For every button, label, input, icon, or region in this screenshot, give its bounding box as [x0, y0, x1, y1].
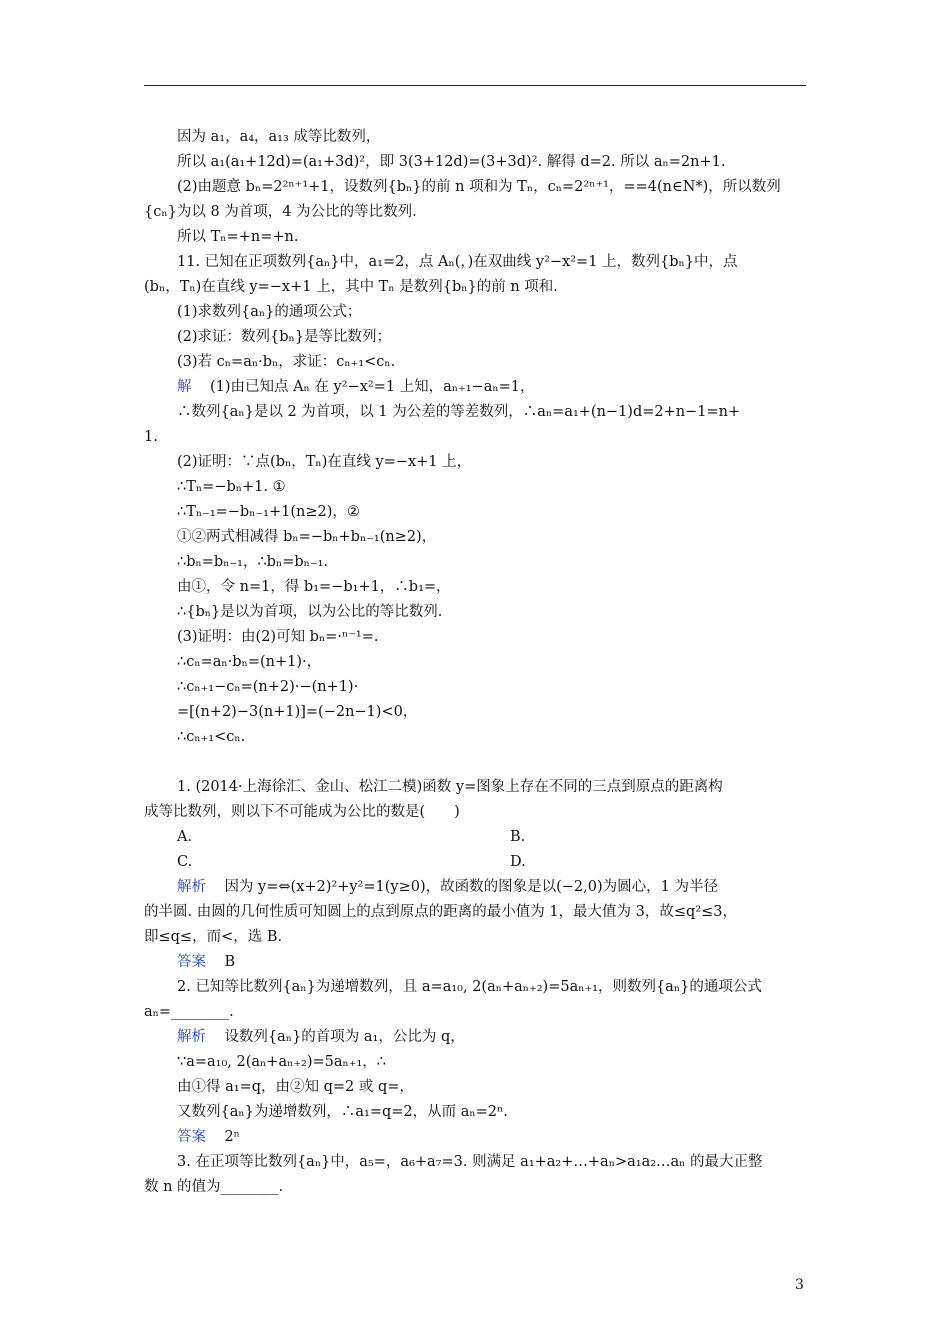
analysis-text: 设数列{aₙ}的首项为 a₁，公比为 q， [224, 1029, 465, 1045]
analysis-line [177, 878, 718, 896]
analysis-label: 解析 [177, 1029, 206, 1045]
page-number: 3 [795, 1277, 804, 1293]
text-line: (2)证明：∵点(bₙ，Tₙ)在直线 y=−x+1 上， [177, 454, 472, 470]
answer-line [177, 953, 235, 971]
text-line: (3)若 cₙ=aₙ·bₙ，求证：cₙ₊₁<cₙ. [177, 354, 396, 370]
text-line: (1)求数列{aₙ}的通项公式； [177, 304, 362, 320]
text-line: aₙ=________. [144, 1004, 234, 1020]
option-c: C. [177, 854, 193, 870]
answer-text: B [224, 954, 236, 970]
text-line: ∴cₙ₊₁−cₙ=(n+2)·−(n+1)· [177, 679, 359, 695]
solution-label: 解 [177, 379, 192, 395]
text-line: 所以 Tₙ=+n=+n. [177, 229, 299, 245]
question-3: 3. 在正项等比数列{aₙ}中，a₅=，a₆+a₇=3. 则满足 a₁+a₂+…+aₙ>a₁a₂…aₙ 的最大正整 [177, 1154, 763, 1170]
text-line: 数 n 的值为________. [144, 1179, 284, 1195]
option-a: A. [177, 829, 193, 845]
solution-line [177, 378, 535, 396]
text-line: ∴cₙ₊₁<cₙ. [177, 729, 246, 745]
analysis-text: 因为 y=⇔(x+2)²+y²=1(y≥0)，故函数的图象是以(−2,0)为圆心，1 为半径 [224, 879, 718, 895]
text-line: (2)求证：数列{bₙ}是等比数列； [177, 329, 392, 345]
text-line: ∴cₙ=aₙ·bₙ=(n+1)·， [177, 654, 322, 670]
text-line: 所以 a₁(a₁+12d)=(a₁+3d)²，即 3(3+12d)=(3+3d)². 解得 d=2. 所以 aₙ=2n+1. [177, 154, 726, 170]
text-line: (2)由题意 bₙ=2²ⁿ⁺¹+1，设数列{bₙ}的前 n 项和为 Tₙ，cₙ=2²ⁿ⁺¹，==4(n∈N*)，所以数列 [177, 179, 781, 195]
answer-line [177, 1128, 240, 1146]
solution-text: (1)由已知点 Aₙ 在 y²−x²=1 上知，aₙ₊₁−aₙ=1， [209, 379, 535, 395]
text-line: (bₙ，Tₙ)在直线 y=−x+1 上，其中 Tₙ 是数列{bₙ}的前 n 项和. [144, 279, 558, 295]
text-line: 因为 a₁，a₄，a₁₃ 成等比数列， [177, 129, 381, 145]
analysis-line [177, 1028, 465, 1046]
answer-label: 答案 [177, 1129, 206, 1145]
text-line: 即≤q≤，而<，选 B. [144, 929, 283, 945]
text-line: ∴Tₙ₋₁=−bₙ₋₁+1(n≥2)，② [177, 504, 360, 520]
question-1: 1. (2014·上海徐汇、金山、松江二模)函数 y=图象上存在不同的三点到原点的距离构 [177, 779, 723, 795]
option-b: B. [510, 829, 526, 845]
header-rule [144, 85, 806, 86]
text-line: ∴bₙ=bₙ₋₁，∴bₙ=bₙ₋₁. [177, 554, 329, 570]
answer-text: 2ⁿ [224, 1129, 240, 1145]
text-line: ①②两式相减得 bₙ=−bₙ+bₙ₋₁(n≥2)， [177, 529, 437, 545]
question-2: 2. 已知等比数列{aₙ}为递增数列，且 a=a₁₀, 2(aₙ+aₙ₊₂)=5aₙ₊₁，则数列{aₙ}的通项公式 [177, 979, 762, 995]
text-line: 的半圆. 由圆的几何性质可知圆上的点到原点的距离的最小值为 1，最大值为 3，故≤q²≤3， [144, 904, 738, 920]
text-line: ∴{bₙ}是以为首项，以为公比的等比数列. [177, 604, 443, 620]
text-line: ∵a=a₁₀, 2(aₙ+aₙ₊₂)=5aₙ₊₁，∴ [177, 1054, 386, 1070]
text-line: 由①得 a₁=q，由②知 q=2 或 q=， [177, 1079, 414, 1095]
option-d: D. [510, 854, 526, 870]
text-line: 成等比数列，则以下不可能成为公比的数是( ) [144, 804, 460, 820]
text-line: (3)证明：由(2)可知 bₙ=·ⁿ⁻¹=. [177, 629, 379, 645]
text-line: 由①，令 n=1，得 b₁=−b₁+1，∴b₁=， [177, 579, 451, 595]
text-line: ∴数列{aₙ}是以 2 为首项，以 1 为公差的等差数列，∴aₙ=a₁+(n−1)d=2+n−1=n+ [177, 404, 741, 420]
analysis-label: 解析 [177, 879, 206, 895]
text-line: =[(n+2)−3(n+1)]=(−2n−1)<0， [177, 704, 418, 720]
text-line: 又数列{aₙ}为递增数列，∴a₁=q=2，从而 aₙ=2ⁿ. [177, 1104, 508, 1120]
text-line: 1. [144, 429, 158, 445]
answer-label: 答案 [177, 954, 206, 970]
text-line: {cₙ}为以 8 为首项，4 为公比的等比数列. [144, 204, 417, 220]
text-line: ∴Tₙ=−bₙ+1. ① [177, 479, 286, 495]
question-11: 11. 已知在正项数列{aₙ}中，a₁=2，点 Aₙ(，)在双曲线 y²−x²=1 上，数列{bₙ}中，点 [177, 254, 738, 270]
